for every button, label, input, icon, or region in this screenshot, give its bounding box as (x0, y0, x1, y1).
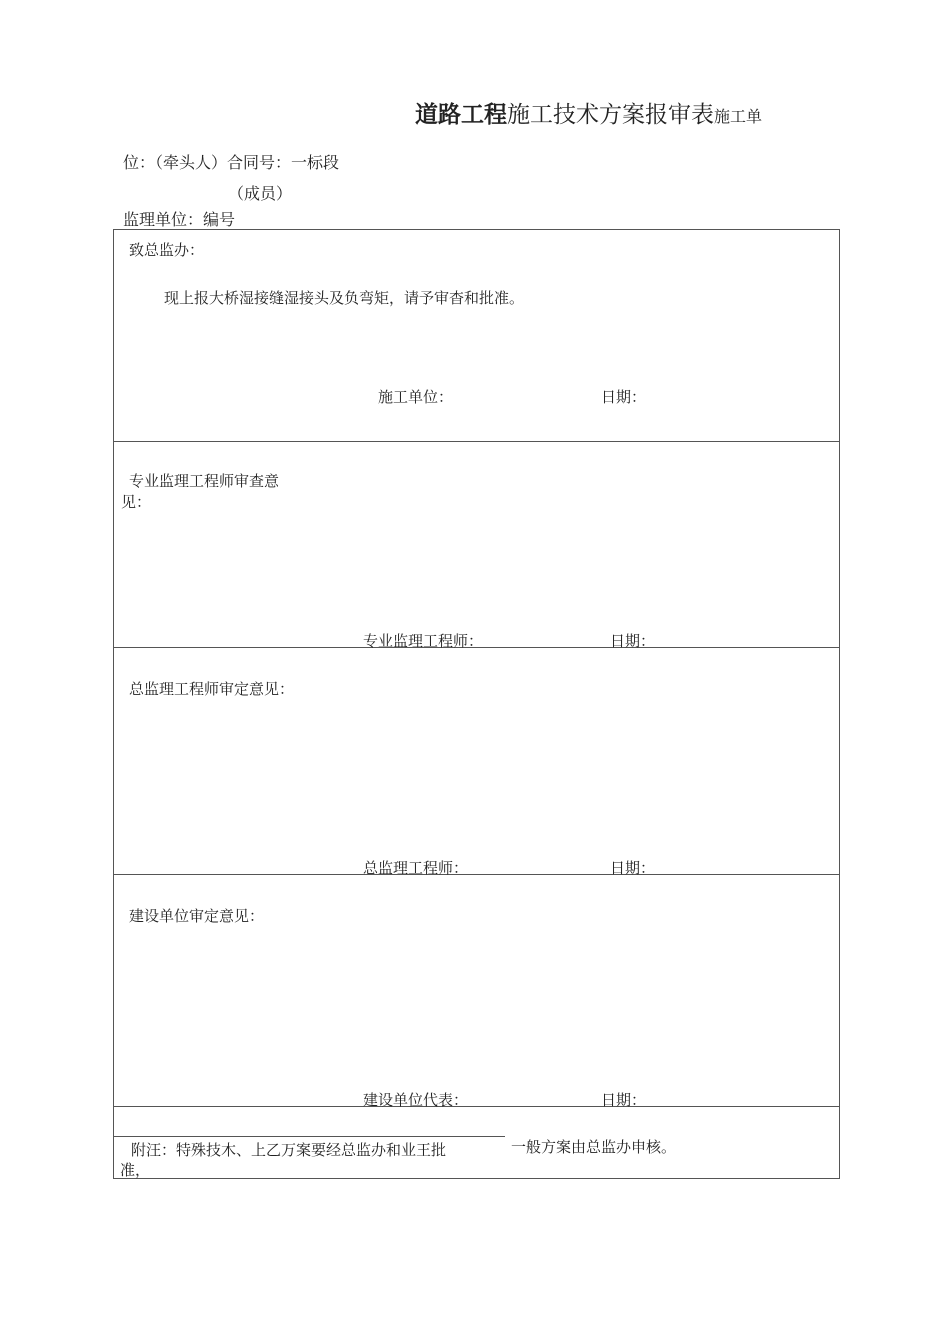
note-tail: 一般方案由总监办申核。 (511, 1138, 677, 1156)
section-divider-3 (114, 874, 839, 875)
engineer-review-label-line2: 见： (121, 493, 152, 511)
engineer-date-label: 日期： (610, 632, 656, 650)
owner-sign-label: 建设单位代表： (363, 1091, 469, 1109)
page-title (415, 96, 762, 129)
chief-sign-label: 总监理工程师： (363, 859, 469, 877)
submission-text: 现上报大桥湿接缝湿接头及负弯矩，请予审杳和批准。 (164, 289, 525, 307)
header-line-2: （成员） (228, 184, 293, 203)
title-tail: 施工单 (714, 107, 763, 126)
header-line-3: 监理单位：编号 (123, 210, 236, 229)
approval-form-table (113, 229, 840, 1179)
owner-review-label: 建设单位审定意见： (129, 907, 265, 925)
section-divider-1 (114, 441, 839, 442)
engineer-sign-label: 专业监理工程师： (363, 632, 484, 650)
note-line-2: 准， (120, 1161, 151, 1179)
note-underline (114, 1136, 505, 1137)
header-line-1: 位：（牵头人）合同号：一标段 (123, 153, 340, 172)
owner-date-label: 日期： (601, 1091, 647, 1109)
chief-review-label: 总监理工程师审定意见： (129, 680, 295, 698)
contractor-sign-label: 施工单位： (378, 388, 454, 406)
title-bold-part: 道路工程 (415, 102, 507, 128)
chief-date-label: 日期： (610, 859, 656, 877)
title-main-part: 施工技术方案报审表 (507, 102, 714, 128)
section-divider-4 (114, 1106, 839, 1107)
contractor-date-label: 日期： (601, 388, 647, 406)
note-line-1: 附汪：特殊技木、上乙万案要经总监办和业王批 (131, 1141, 447, 1159)
addressee-label: 致总监办： (129, 241, 205, 259)
engineer-review-label-line1: 专业监理工程师审查意 (129, 472, 280, 490)
